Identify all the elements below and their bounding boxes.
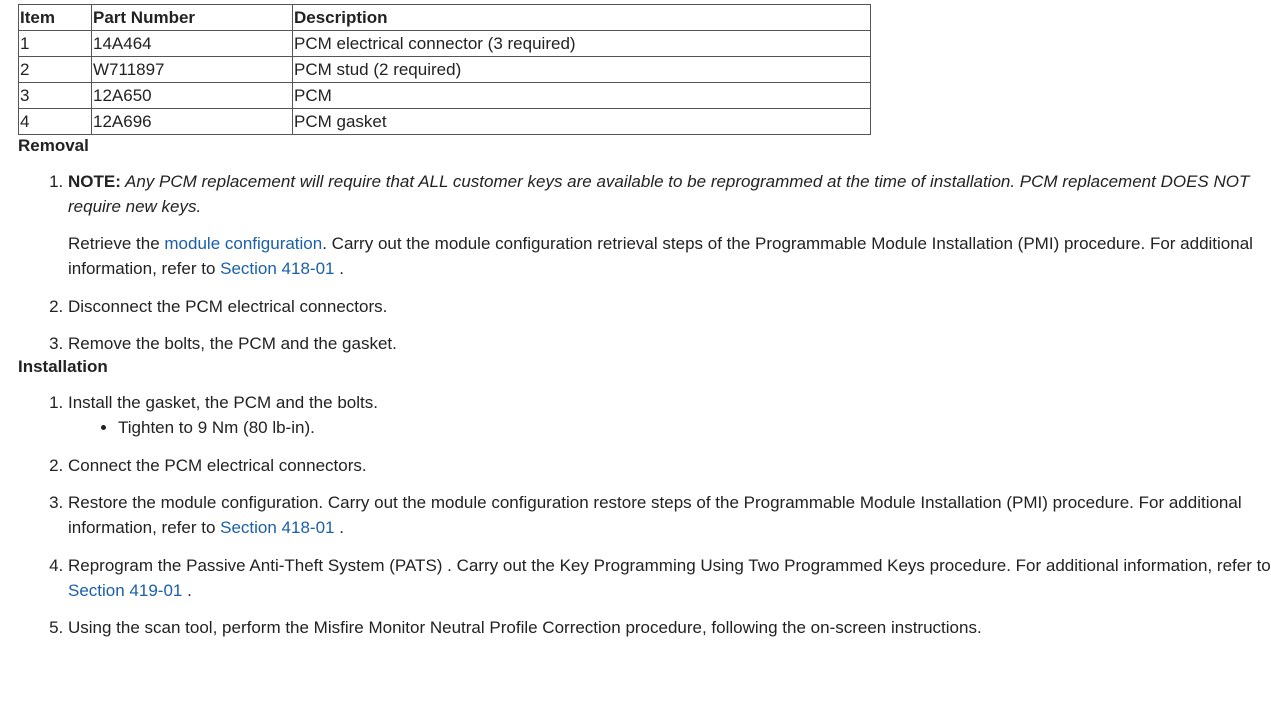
cell-item: 2 [19,57,92,83]
cell-part-number: 14A464 [92,31,293,57]
torque-spec: • Tighten to 9 Nm (80 lb-in). [118,415,1271,440]
installation-steps [18,390,1271,640]
parts-table [18,4,871,135]
table-header-row [19,5,871,31]
cell-description: PCM stud (2 required) [293,57,871,83]
removal-step-2: 2. Disconnect the PCM electrical connectors. [68,294,1271,319]
section-418-01-link[interactable]: Section 418-01 [220,259,335,278]
section-419-01-link[interactable]: Section 419-01 [68,581,183,600]
cell-description: PCM electrical connector (3 required) [293,31,871,57]
step-text: Install the gasket, the PCM and the bolts. [68,393,378,412]
cell-part-number: W711897 [92,57,293,83]
note-label: NOTE: [68,172,121,191]
table-row [19,57,871,83]
cell-part-number: 12A650 [92,83,293,109]
header-description: Description [293,5,871,31]
table-row [19,83,871,109]
header-part-number: Part Number [92,5,293,31]
removal-steps [18,169,1271,356]
text-segment: . [182,581,192,600]
cell-description: PCM [293,83,871,109]
cell-part-number: 12A696 [92,109,293,135]
torque-list [68,415,1271,440]
note [68,169,1271,219]
removal-heading: Removal [18,136,89,155]
cell-description: PCM gasket [293,109,871,135]
installation-step-3 [68,490,1271,540]
step-text: Restore the module configuration. Carry out the module configuration restore steps of the Programmable Module Installation (PMI) procedure. For additional information, refer to [68,493,1242,537]
removal-step-1 [68,169,1271,281]
header-item: Item [19,5,92,31]
note-text: Any PCM replacement will require that ALL customer keys are available to be reprogrammed at the time of installation. PCM replacement DOES NOT require new keys. [68,172,1250,216]
installation-step-2: 2. Connect the PCM electrical connectors. [68,453,1271,478]
cell-item: 1 [19,31,92,57]
module-configuration-link[interactable]: module configuration [164,234,323,253]
text-segment: . [334,518,344,537]
installation-step-4 [68,553,1271,603]
table-row [19,109,871,135]
step-text: Reprogram the Passive Anti-Theft System (PATS) . Carry out the Key Programming Using Two Programmed Keys procedure. For additional information, refer to [68,556,1271,575]
removal-step-3: 3. Remove the bolts, the PCM and the gasket. [68,331,1271,356]
table-row [19,31,871,57]
text-segment: . Carry out the module configuration retrieval steps of the Programmable Module Installation (PMI) procedure. For additional information, refer to [68,234,1253,278]
installation-step-1 [68,390,1271,440]
cell-item: 4 [19,109,92,135]
section-418-01-link[interactable]: Section 418-01 [220,518,335,537]
installation-heading: Installation [18,357,108,376]
text-segment: Retrieve the [68,234,165,253]
cell-item: 3 [19,83,92,109]
text-segment: . [334,259,344,278]
retrieve-paragraph [68,231,1271,281]
installation-step-5: 5. Using the scan tool, perform the Misfire Monitor Neutral Profile Correction procedure, following the on-screen instructions. [68,615,1271,640]
